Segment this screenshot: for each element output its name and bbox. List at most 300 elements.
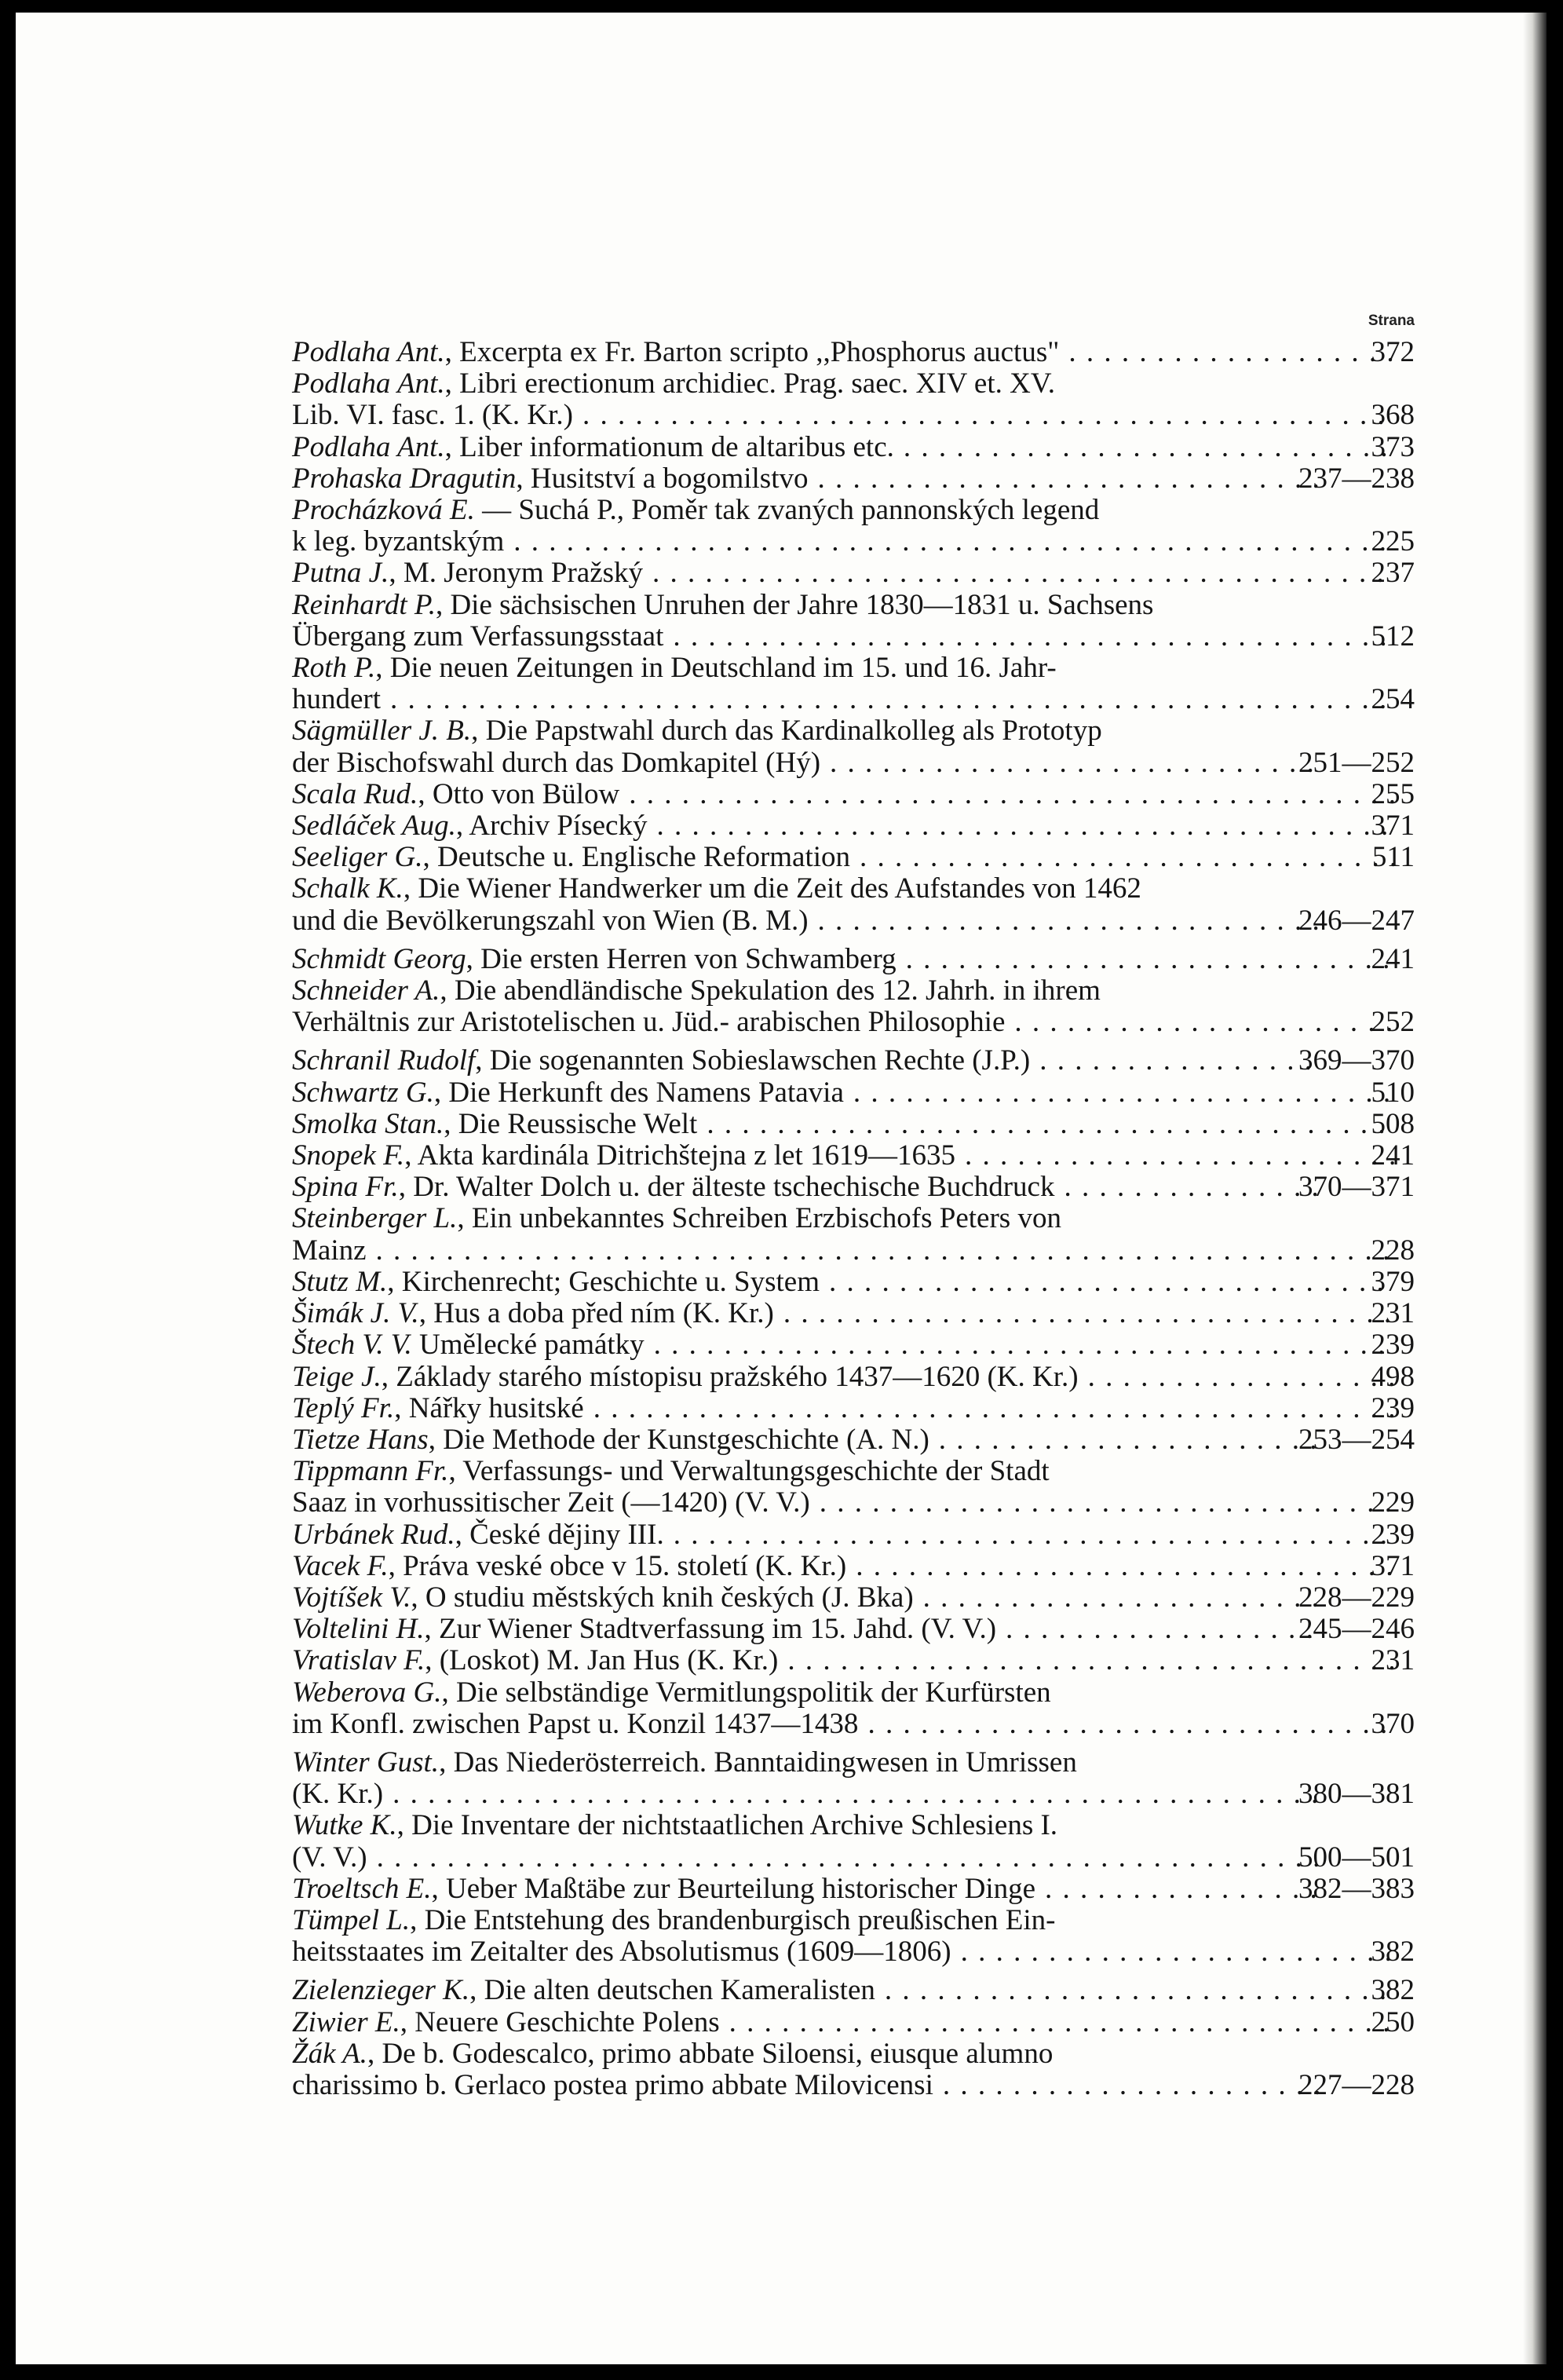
entry-last-line <box>292 904 1415 937</box>
entry-last-line <box>292 1549 1415 1582</box>
index-entry <box>292 337 1415 368</box>
entry-last-line <box>292 841 1415 874</box>
entry-title: , Verfassungs- und Verwaltungsgeschichte der Stadt <box>448 1455 1050 1488</box>
entry-last-line <box>292 1486 1415 1519</box>
dot-leader <box>996 1614 1321 1645</box>
entry-text <box>292 1581 914 1614</box>
dot-leader <box>820 1267 1394 1298</box>
entry-author: Tietze Hans <box>292 1423 429 1456</box>
entry-text <box>292 1329 645 1362</box>
entry-text <box>292 557 644 590</box>
entry-text <box>292 1903 1056 1936</box>
entry-title: , Die abendländische Spekulation des 12. Jahrh. in ihrem <box>440 974 1101 1007</box>
entry-title: Übergang zum Verfassungsstaat <box>292 620 664 653</box>
index-entry <box>292 975 1415 1038</box>
entry-title: , Die Reussische Welt <box>444 1107 698 1140</box>
index-entry <box>292 779 1415 810</box>
dot-leader <box>381 684 1393 715</box>
index-entry <box>292 2038 1415 2101</box>
index-entry <box>292 1645 1415 1676</box>
index-entry <box>292 1614 1415 1645</box>
dot-leader <box>809 905 1321 937</box>
index-entry <box>292 1362 1415 1393</box>
entry-title: der Bischofswahl durch das Domkapitel (Hý) <box>292 746 821 779</box>
entry-last-line <box>292 2005 1415 2038</box>
entry-line <box>292 1455 1415 1488</box>
index-entry <box>292 1456 1415 1519</box>
entry-title: — Suchá P., Poměr tak zvaných pannonských legend <box>474 494 1100 527</box>
entry-title: , Kirchenrecht; Geschichte u. System <box>387 1265 820 1298</box>
entry-author: Troeltsch E. <box>292 1872 432 1905</box>
page-number: 371 <box>1371 1549 1415 1582</box>
index-entry <box>292 463 1415 495</box>
page-number: 237—238 <box>1298 462 1415 495</box>
entry-title: Umělecké památky <box>411 1329 645 1362</box>
entry-title: charissimo b. Gerlaco postea primo abbate Milovicensi <box>292 2068 933 2101</box>
entry-title: , Die Inventare der nichtstaatlichen Archive Schlesiens I. <box>396 1809 1058 1842</box>
entry-last-line <box>292 1297 1415 1330</box>
entry-text <box>292 336 1060 368</box>
index-entry <box>292 1203 1415 1266</box>
entry-line <box>292 652 1415 685</box>
index-entries <box>292 313 1415 2101</box>
entry-author: Spina Fr. <box>292 1171 399 1204</box>
dot-leader <box>663 621 1393 653</box>
dot-leader <box>647 810 1393 842</box>
index-entry <box>292 1329 1415 1361</box>
entry-text <box>292 715 1102 748</box>
entry-text <box>292 1676 1051 1709</box>
entry-author: Teige J. <box>292 1360 382 1393</box>
entry-title: , Zur Wiener Stadtverfassung im 15. Jahd. (V. V.) <box>424 1613 997 1646</box>
index-entry <box>292 1140 1415 1172</box>
index-entry <box>292 944 1415 975</box>
entry-text <box>292 2068 933 2101</box>
entry-text <box>292 620 664 653</box>
index-entry <box>292 1393 1415 1424</box>
entry-title: heitsstaates im Zeitalter des Absolutismus (1609—1806) <box>292 1936 951 1969</box>
entry-title: , Ueber Maßtäbe zur Beurteilung historischer Dinge <box>431 1872 1036 1905</box>
entry-last-line <box>292 1265 1415 1298</box>
index-entry <box>292 1747 1415 1810</box>
entry-last-line <box>292 399 1415 432</box>
entry-title: , Liber informationum de altaribus etc. <box>444 430 894 463</box>
page-number: 229 <box>1371 1486 1415 1519</box>
entry-last-line <box>292 1360 1415 1393</box>
entry-author: Snopek F. <box>292 1139 405 1172</box>
index-entry <box>292 2007 1415 2038</box>
page-number: 246—247 <box>1298 904 1415 937</box>
page-number: 382 <box>1371 1936 1415 1969</box>
page-number: 511 <box>1371 841 1415 874</box>
entry-title: , Die alten deutschen Kameralisten <box>469 1974 875 2007</box>
entry-last-line <box>292 746 1415 779</box>
entry-last-line <box>292 777 1415 810</box>
entry-text <box>292 1518 664 1551</box>
index-entry <box>292 495 1415 558</box>
entry-last-line <box>292 1974 1415 2007</box>
entry-text <box>292 841 851 874</box>
entry-text <box>292 777 620 810</box>
index-entry <box>292 1810 1415 1873</box>
entry-title: , Die sogenannten Sobieslawschen Rechte (J.P.) <box>475 1044 1031 1077</box>
page-number: 372 <box>1371 336 1415 368</box>
entry-line <box>292 1903 1415 1936</box>
entry-author: Reinhardt P. <box>292 588 436 621</box>
entry-text <box>292 1455 1050 1488</box>
index-entry <box>292 1975 1415 2006</box>
column-header-strana: Strana <box>1368 313 1415 329</box>
page-number: 228—229 <box>1298 1581 1415 1614</box>
entry-last-line <box>292 1006 1415 1039</box>
entry-title: Lib. VI. fasc. 1. (K. Kr.) <box>292 399 573 432</box>
entry-line <box>292 494 1415 527</box>
entry-last-line <box>292 1423 1415 1456</box>
entry-text <box>292 872 1141 905</box>
entry-text <box>292 1644 779 1677</box>
dot-leader <box>778 1645 1393 1676</box>
entry-text <box>292 1139 955 1172</box>
entry-author: Schranil Rudolf <box>292 1044 476 1077</box>
page-number: 508 <box>1371 1107 1415 1140</box>
index-entry <box>292 810 1415 842</box>
entry-author: Schneider A. <box>292 974 440 1007</box>
page-number: 382 <box>1371 1974 1415 2007</box>
entry-text <box>292 430 894 463</box>
entry-text <box>292 1423 929 1456</box>
entry-author: Podlaha Ant. <box>292 336 445 368</box>
dot-leader <box>850 842 1395 873</box>
entry-text <box>292 1171 1055 1204</box>
entry-last-line <box>292 1139 1415 1172</box>
entry-text <box>292 652 1057 685</box>
entry-last-line <box>292 462 1415 495</box>
entry-author: Teplý Fr. <box>292 1391 395 1424</box>
entry-title: , Práva veské obce v 15. století (K. Kr.) <box>388 1549 847 1582</box>
entry-last-line <box>292 620 1415 653</box>
page-number: 253—254 <box>1298 1423 1415 1456</box>
scanned-page <box>16 13 1547 2364</box>
entry-text <box>292 367 1056 400</box>
index-entry <box>292 1519 1415 1551</box>
entry-last-line <box>292 557 1415 590</box>
page-number: 373 <box>1371 430 1415 463</box>
dot-leader <box>858 1709 1393 1740</box>
dot-leader <box>810 1487 1394 1519</box>
index-entry <box>292 715 1415 778</box>
entry-author: Stutz M. <box>292 1265 388 1298</box>
dot-leader <box>820 748 1321 779</box>
entry-last-line <box>292 1581 1415 1614</box>
dot-leader <box>504 526 1393 558</box>
entry-last-line <box>292 1518 1415 1551</box>
index-entry <box>292 558 1415 589</box>
dot-leader <box>697 1109 1393 1140</box>
entry-title: , Hus a doba před ním (K. Kr.) <box>418 1297 774 1330</box>
page-number: 239 <box>1371 1518 1415 1551</box>
entry-author: Tümpel L. <box>292 1903 411 1936</box>
entry-title: , O studiu městských knih českých (J. Bka) <box>411 1581 914 1614</box>
entry-last-line <box>292 1076 1415 1109</box>
dot-leader <box>951 1936 1394 1968</box>
entry-line <box>292 1746 1415 1779</box>
page-number: 380—381 <box>1298 1778 1415 1811</box>
entry-author: Urbánek Rud. <box>292 1518 455 1551</box>
dot-leader <box>1079 1362 1394 1393</box>
index-entry <box>292 590 1415 653</box>
entry-last-line <box>292 1107 1415 1140</box>
entry-title: , Die Wiener Handwerker um die Zeit des Aufstandes von 1462 <box>403 872 1141 905</box>
entry-author: Steinberger L. <box>292 1202 458 1235</box>
entry-text <box>292 1809 1058 1842</box>
entry-last-line <box>292 1841 1415 1874</box>
entry-author: Zielenzieger K. <box>292 1974 470 2007</box>
entry-line <box>292 1202 1415 1235</box>
entry-title: , Die Herkunft des Namens Patavia <box>433 1076 844 1109</box>
entry-author: Seeliger G. <box>292 841 423 874</box>
entry-last-line <box>292 430 1415 463</box>
entry-title: , Libri erectionum archidiec. Prag. saec. XIV et. XV. <box>444 367 1056 400</box>
entry-text <box>292 1486 810 1519</box>
page-number: 500—501 <box>1298 1841 1415 1874</box>
entry-text <box>292 1202 1061 1235</box>
entry-line <box>292 974 1415 1007</box>
entry-text <box>292 2037 1054 2070</box>
page-number: 231 <box>1371 1297 1415 1330</box>
entry-text <box>292 1841 367 1874</box>
index-entry <box>292 653 1415 715</box>
dot-leader <box>664 1519 1394 1551</box>
entry-text <box>292 1391 584 1424</box>
entry-text <box>292 942 897 975</box>
entry-last-line <box>292 1644 1415 1677</box>
entry-last-line <box>292 1936 1415 1969</box>
entry-text <box>292 746 821 779</box>
entry-title: Mainz <box>292 1234 367 1267</box>
page-number: 512 <box>1371 620 1415 653</box>
dot-leader <box>645 1329 1394 1361</box>
entry-title: (K. Kr.) <box>292 1778 384 1811</box>
entry-title: , Excerpta ex Fr. Barton scripto ,,Phosphorus auctus" <box>444 336 1060 368</box>
page-number: 379 <box>1371 1265 1415 1298</box>
entry-author: Štech V. V. <box>292 1329 412 1362</box>
entry-title: , Die Entstehung des brandenburgisch preußischen Ein- <box>410 1903 1056 1936</box>
dot-leader <box>808 463 1321 495</box>
entry-author: Voltelini H. <box>292 1613 425 1646</box>
entry-author: Podlaha Ant. <box>292 430 445 463</box>
entry-line <box>292 715 1415 748</box>
entry-author: Smolka Stan. <box>292 1107 444 1140</box>
dot-leader <box>367 1235 1394 1267</box>
dot-leader <box>875 1975 1394 2006</box>
entry-line <box>292 1809 1415 1842</box>
entry-title: , (Loskot) M. Jan Hus (K. Kr.) <box>425 1644 779 1677</box>
entry-last-line <box>292 1329 1415 1362</box>
entry-text <box>292 1076 844 1109</box>
entry-text <box>292 399 573 432</box>
entry-text <box>292 1936 951 1969</box>
dot-leader <box>933 2070 1321 2101</box>
page-number: 241 <box>1371 942 1415 975</box>
entry-author: Schalk K. <box>292 872 404 905</box>
index-entry <box>292 873 1415 936</box>
entry-title: , Deutsche u. Englische Reformation <box>422 841 851 874</box>
entry-text <box>292 810 648 843</box>
dot-leader <box>844 1077 1394 1109</box>
entry-line <box>292 1676 1415 1709</box>
entry-author: Podlaha Ant. <box>292 367 445 400</box>
page-edge <box>1523 13 1547 2364</box>
entry-title: , Die Papstwahl durch das Kardinalkolleg als Prototyp <box>471 715 1102 748</box>
entry-title: , Das Niederösterreich. Banntaidingwesen in Umrissen <box>439 1746 1077 1779</box>
dot-leader <box>897 944 1394 975</box>
entry-text <box>292 1297 774 1330</box>
entry-text <box>292 974 1101 1007</box>
index-entry <box>292 368 1415 431</box>
entry-text <box>292 1234 367 1267</box>
index-entry <box>292 1874 1415 1905</box>
entry-author: Ziwier E. <box>292 2005 400 2038</box>
entry-title: , Archiv Písecký <box>455 810 648 843</box>
entry-author: Žák A. <box>292 2037 367 2070</box>
entry-author: Prohaska Dragutin <box>292 462 517 495</box>
entry-author: Šimák J. V. <box>292 1297 419 1330</box>
entry-title: im Konfl. zwischen Papst u. Konzil 1437—1438 <box>292 1707 859 1740</box>
entry-text <box>292 525 505 558</box>
entry-title: (V. V.) <box>292 1841 367 1874</box>
entry-text <box>292 1360 1079 1393</box>
index-content <box>292 313 1415 2101</box>
entry-title: hundert <box>292 683 382 716</box>
page-number: 370—371 <box>1298 1171 1415 1204</box>
page-number: 231 <box>1371 1644 1415 1677</box>
dot-leader <box>894 432 1394 463</box>
index-entry <box>292 842 1415 873</box>
entry-title: Saaz in vorhussitischer Zeit (—1420) (V. V.) <box>292 1486 810 1519</box>
entry-line <box>292 367 1415 400</box>
index-entry <box>292 1551 1415 1582</box>
entry-author: Schwartz G. <box>292 1076 434 1109</box>
entry-title: , Akta kardinála Ditrichštejna z let 1619—1635 <box>404 1139 955 1172</box>
page-number: 250 <box>1371 2005 1415 2038</box>
dot-leader <box>914 1582 1321 1614</box>
page-number: 498 <box>1371 1360 1415 1393</box>
entry-text <box>292 1549 847 1582</box>
page-number: 228 <box>1371 1234 1415 1267</box>
entry-title: k leg. byzantským <box>292 525 505 558</box>
entry-author: Wutke K. <box>292 1809 397 1842</box>
entry-author: Scala Rud. <box>292 777 418 810</box>
dot-leader <box>846 1551 1393 1582</box>
index-entry <box>292 1905 1415 1968</box>
dot-leader <box>720 2007 1394 2038</box>
page-number: 382—383 <box>1298 1872 1415 1905</box>
entry-text <box>292 494 1100 527</box>
entry-author: Weberova G. <box>292 1676 442 1709</box>
page-number: 252 <box>1371 1006 1415 1039</box>
entry-title: , Die Methode der Kunstgeschichte (A. N.) <box>428 1423 929 1456</box>
entry-text <box>292 1746 1077 1779</box>
entry-title: , Dr. Walter Dolch u. der älteste tschechische Buchdruck <box>398 1171 1055 1204</box>
page-number: 369—370 <box>1298 1044 1415 1077</box>
page-number: 239 <box>1371 1329 1415 1362</box>
entry-title: , Die sächsischen Unruhen der Jahre 1830—1831 u. Sachsens <box>435 588 1154 621</box>
entry-title: , České dějiny III. <box>455 1518 664 1551</box>
page-number: 368 <box>1371 399 1415 432</box>
entry-author: Vojtíšek V. <box>292 1581 411 1614</box>
dot-leader <box>643 558 1393 589</box>
entry-author: Vratislav F. <box>292 1644 425 1677</box>
entry-title: , Základy starého místopisu pražského 1437—1620 (K. Kr.) <box>381 1360 1079 1393</box>
entry-last-line <box>292 1872 1415 1905</box>
entry-text <box>292 904 809 937</box>
page-number: 225 <box>1371 525 1415 558</box>
page-number: 239 <box>1371 1391 1415 1424</box>
entry-title: , Die neuen Zeitungen in Deutschland im 15. und 16. Jahr- <box>375 652 1057 685</box>
dot-leader <box>367 1842 1321 1874</box>
entry-last-line <box>292 336 1415 368</box>
index-entry <box>292 1045 1415 1077</box>
dot-leader <box>1059 337 1393 368</box>
entry-title: und die Bevölkerungszahl von Wien (B. M.) <box>292 904 809 937</box>
dot-leader <box>1030 1045 1321 1077</box>
page-number: 251—252 <box>1298 746 1415 779</box>
dot-leader <box>929 1424 1321 1456</box>
entry-text <box>292 683 382 716</box>
entry-author: Vacek F. <box>292 1549 389 1582</box>
dot-leader <box>573 400 1394 431</box>
entry-title: , Die selbständige Vermitlungspolitik der Kurfürsten <box>441 1676 1051 1709</box>
index-entry <box>292 432 1415 463</box>
page-number: 255 <box>1371 777 1415 810</box>
entry-author: Tippmann Fr. <box>292 1455 449 1488</box>
entry-text <box>292 1872 1036 1905</box>
index-entry <box>292 1582 1415 1614</box>
entry-text <box>292 1006 1006 1039</box>
entry-text <box>292 1044 1031 1077</box>
entry-text <box>292 1974 875 2007</box>
entry-last-line <box>292 1707 1415 1740</box>
entry-text <box>292 1613 997 1646</box>
entry-last-line <box>292 1613 1415 1646</box>
entry-text <box>292 1107 698 1140</box>
entry-title: , M. Jeronym Pražský <box>389 557 644 590</box>
entry-title: Verhältnis zur Aristotelischen u. Jüd.- arabischen Philosophie <box>292 1006 1006 1039</box>
entry-last-line <box>292 942 1415 975</box>
page-number: 254 <box>1371 683 1415 716</box>
page-number: 370 <box>1371 1707 1415 1740</box>
page-number: 245—246 <box>1298 1613 1415 1646</box>
entry-author: Roth P. <box>292 652 376 685</box>
entry-last-line <box>292 525 1415 558</box>
entry-last-line <box>292 1234 1415 1267</box>
entry-title: , Die ersten Herren von Schwamberg <box>466 942 897 975</box>
entry-text <box>292 462 809 495</box>
entry-author: Schmidt Georg <box>292 942 466 975</box>
entry-text <box>292 588 1154 621</box>
entry-title: , De b. Godescalco, primo abbate Siloensi, eiusque alumno <box>367 2037 1054 2070</box>
entry-title: , Otto von Bülow <box>418 777 620 810</box>
entry-text <box>292 1778 384 1811</box>
page-number: 237 <box>1371 557 1415 590</box>
entry-last-line <box>292 1171 1415 1204</box>
index-entry <box>292 1298 1415 1329</box>
page-number: 371 <box>1371 810 1415 843</box>
index-entry <box>292 1109 1415 1140</box>
entry-author: Winter Gust. <box>292 1746 440 1779</box>
entry-last-line <box>292 1044 1415 1077</box>
entry-last-line <box>292 2068 1415 2101</box>
